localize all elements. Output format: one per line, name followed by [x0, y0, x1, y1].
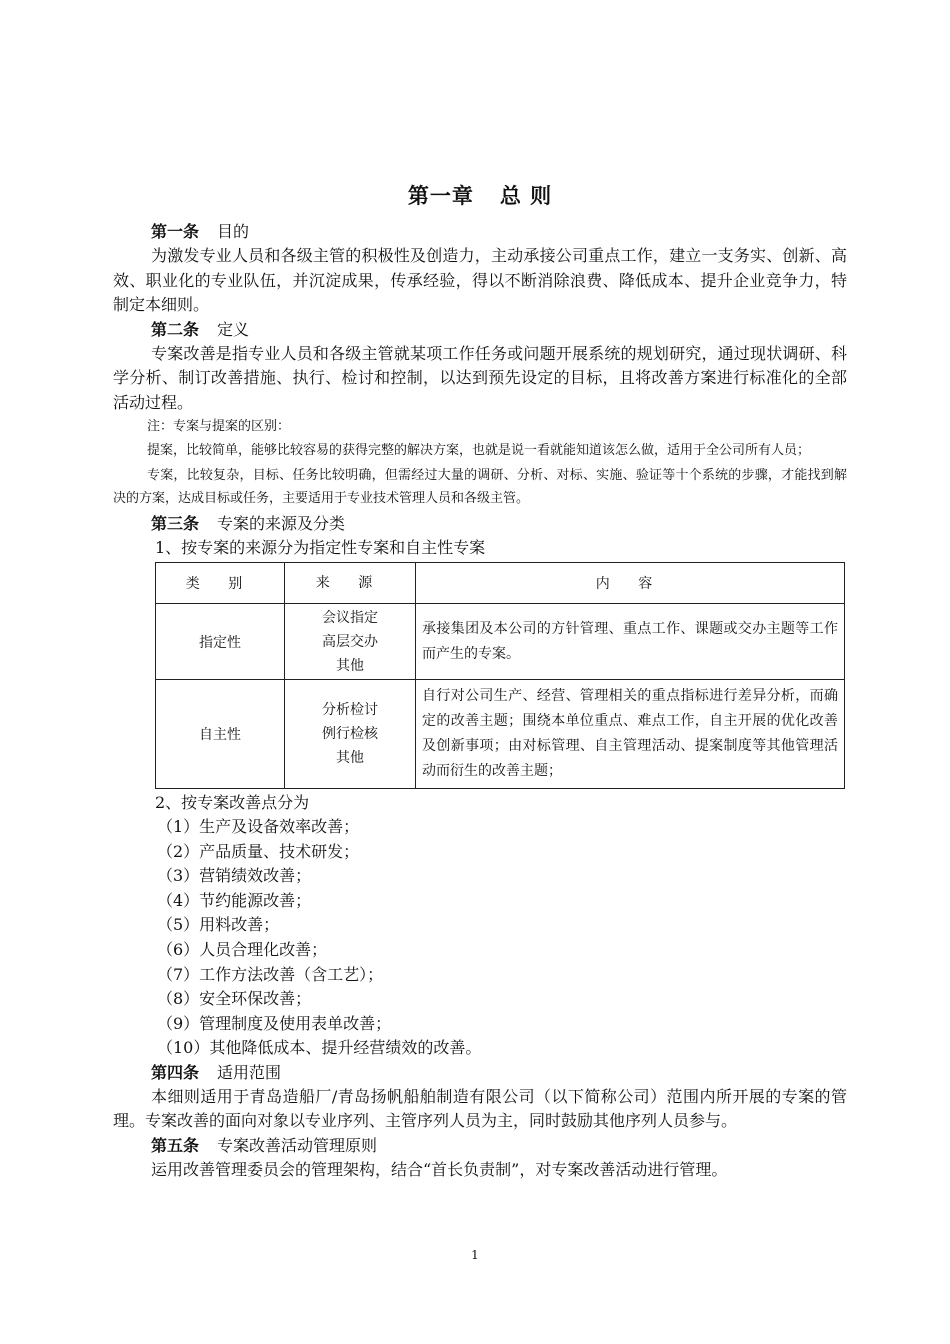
note-paragraph: 提案，比较简单，能够比较容易的获得完整的解决方案，也就是说一看就能知道该怎么做，适用于全公司所有人员； — [147, 443, 811, 458]
article-heading — [113, 1134, 847, 1158]
subsection-heading: 1、按专案的来源分为指定性专案和自主性专案 — [155, 538, 486, 557]
table-header-cell: 内 容 — [416, 563, 845, 604]
list-item: （1）生产及设备效率改善； — [157, 817, 360, 836]
article-heading — [113, 318, 847, 342]
chapter-name: 总 则 — [499, 183, 553, 208]
article-paragraph: 本细则适用于青岛造船厂/青岛扬帆船舶制造有限公司（以下简称公司）范围内所开展的专案的管理。专案改善的面向对象以专业序列、主管序列人员为主，同时鼓励其他序列人员参与。 — [113, 1086, 847, 1131]
article-label: 第三条 — [151, 514, 200, 533]
source-item: 会议指定 — [322, 609, 378, 626]
source-item: 高层交办 — [322, 633, 378, 650]
list-item: （8）安全环保改善； — [157, 989, 312, 1009]
table-cell-sources — [285, 604, 416, 680]
table-row — [156, 680, 845, 789]
table-header-cell: 类 别 — [156, 563, 285, 604]
list-item: （5）用料改善； — [157, 915, 280, 935]
article-title: 定义 — [217, 319, 250, 339]
article-paragraph: 运用改善管理委员会的管理架构，结合“首长负责制”，对专案改善活动进行管理。 — [151, 1159, 728, 1179]
table-cell-content: 自行对公司生产、经营、管理相关的重点指标进行差异分析，而确定的改善主题；围绕本单位重点、难点工作，自主开展的优化改善及创新事项；由对标管理、自主管理活动、提案制度等其他管理活动而衍生的改善主题； — [416, 680, 845, 789]
note-paragraph: 专案，比较复杂，目标、任务比较明确，但需经过大量的调研、分析、对标、实施、验证等十个系统的步骤，才能找到解决的方案，达成目标或任务，主要适用于专业技术管理人员和各级主管。 — [113, 468, 847, 506]
list-item: （3）营销绩效改善； — [157, 866, 312, 886]
table-cell-type: 自主性 — [156, 680, 285, 789]
subsection-heading: 2、按专案改善点分为 — [155, 793, 310, 812]
source-item: 其他 — [336, 750, 364, 766]
table-cell-content: 承接集团及本公司的方针管理、重点工作、课题或交办主题等工作而产生的专案。 — [416, 604, 845, 680]
list-item: （4）节约能源改善； — [157, 890, 312, 910]
list-item: （2）产品质量、技术研发； — [157, 841, 360, 861]
article-heading — [113, 1061, 847, 1085]
list-item: （10）其他降低成本、提升经营绩效的改善。 — [157, 1038, 482, 1058]
table-header-row — [156, 563, 845, 604]
article-paragraph: 专案改善是指专业人员和各级主管就某项工作任务或问题开展系统的规划研究，通过现状调研、科学分析、制订改善措施、执行、检讨和控制，以达到预先设定的目标，且将改善方案进行标准化的全部活动过程。 — [113, 343, 847, 412]
article-heading — [113, 220, 847, 244]
table-header-cell: 来 源 — [285, 563, 416, 604]
source-item: 分析检讨 — [322, 702, 378, 718]
list-item: （7）工作方法改善（含工艺）； — [157, 964, 384, 984]
article-paragraph: 为激发专业人员和各级主管的积极性及创造力，主动承接公司重点工作，建立一支务实、创新、高效、职业化的专业队伍，并沉淀成果，传承经验，得以不断消除浪费、降低成本、提升企业竞争力，特制定本细则。 — [113, 246, 847, 314]
source-item: 例行检核 — [322, 726, 378, 742]
note-heading: 注：专案与提案的区别： — [147, 419, 291, 434]
article-label: 第一条 — [151, 222, 200, 241]
chapter-number: 第一章 — [407, 183, 474, 208]
table-cell-type: 指定性 — [156, 604, 285, 680]
article-title: 目的 — [217, 222, 250, 241]
page-number: 1 — [471, 1248, 479, 1262]
source-item: 其他 — [336, 657, 364, 674]
article-title: 专案的来源及分类 — [217, 514, 346, 533]
article-label: 第二条 — [151, 319, 200, 339]
article-heading — [113, 512, 847, 536]
article-title: 适用范围 — [217, 1062, 282, 1082]
source-classification-table — [155, 562, 845, 789]
article-title: 专案改善活动管理原则 — [217, 1135, 378, 1155]
table-row — [156, 604, 845, 680]
chapter-title — [113, 180, 847, 210]
list-item: （9）管理制度及使用表单改善； — [157, 1013, 392, 1033]
article-label: 第五条 — [151, 1135, 200, 1155]
article-label: 第四条 — [151, 1062, 200, 1082]
document-body — [113, 220, 847, 1182]
table-cell-sources — [285, 680, 416, 789]
list-item: （6）人员合理化改善； — [157, 939, 328, 959]
